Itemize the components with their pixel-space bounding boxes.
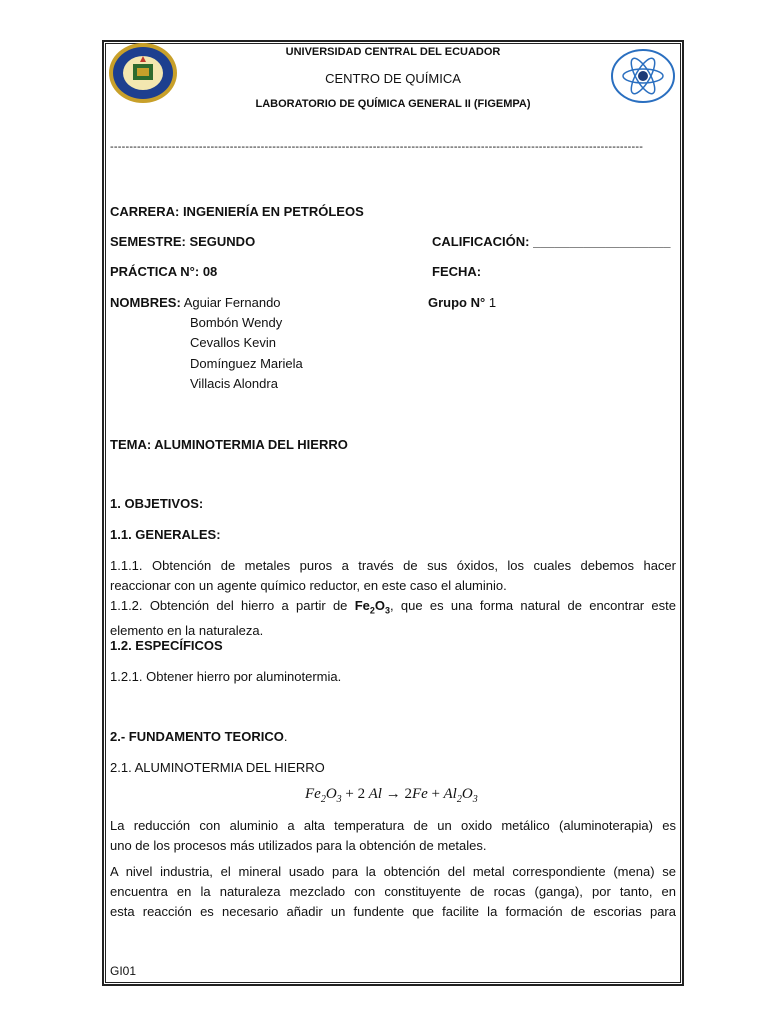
nombres-row [110,295,281,311]
fundamento-paragraph-2: A nivel industria, el mineral usado para la obtención del metal correspondiente (mena) se encuentra en la naturaleza mezclado con constituyente de rocas (ganga), por tanto, en esta reacción es necesario añadir un fundente que facilite la formación de escorias para [110,864,676,919]
carrera-field: CARRERA: INGENIERÍA EN PETRÓLEOS [110,204,364,219]
name-3: Cevallos Kevin [190,335,276,350]
generales-title: 1.1. GENERALES: [110,527,221,542]
objetivo-especifico-1: 1.2.1. Obtener hierro por aluminotermia. [110,669,342,684]
objetivo-general-2 [110,596,676,641]
objetivos-title: 1. OBJETIVOS: [110,496,204,511]
aluminotermia-subtitle: 2.1. ALUMINOTERMIA DEL HIERRO [110,760,325,775]
calificacion-field: CALIFICACIÓN: ___________________ [432,234,671,249]
divider-line: ------------------------------------------------------------------------------------------------------------------------------------------ [110,142,644,152]
grupo-label: Grupo N° [428,295,486,310]
nombres-label: NOMBRES: [110,295,181,310]
name-4: Domínguez Mariela [190,356,303,371]
formula-fe2o3: $Fe_2O_3$ [354,598,391,616]
objetivo-general-2-pre: 1.1.2. Obtención del hierro a partir de [110,598,355,613]
practica-field: PRÁCTICA N°: 08 [110,264,218,279]
objetivo-general-2-line-1 [110,596,676,621]
name-2: Bombón Wendy [190,315,283,330]
objetivo-general-2-line-2: elemento en la naturaleza. [110,622,264,638]
objetivo-general-1-line-2: reaccionar con un agente químico reductor, en este caso el aluminio. [110,578,507,593]
objetivo-general-1-line-1: 1.1.1. Obtención de metales puros a través de sus óxidos, los cuales debemos hacer [110,558,676,573]
lab-name: LABORATORIO DE QUÍMICA GENERAL II (FIGEMPA) [255,98,531,110]
objetivo-general-2-post: , que es una forma natural de encontrar este [390,598,676,613]
grupo-value: 1 [488,295,497,310]
objetivo-general-1 [110,556,676,596]
fecha-field: FECHA: [432,264,482,279]
fundamento-title: 2.- FUNDAMENTO TEORICO. [110,729,288,744]
grupo-field [428,295,496,311]
name-5: Villacis Alondra [190,376,278,391]
especificos-title: 1.2. ESPECÍFICOS [110,638,223,653]
footer-code: GI01 [110,964,137,978]
name-1: Aguiar Fernando [183,295,281,310]
semestre-field: SEMESTRE: SEGUNDO [110,234,256,249]
tema-title: TEMA: ALUMINOTERMIA DEL HIERRO [110,437,348,452]
university-name: UNIVERSIDAD CENTRAL DEL ECUADOR [285,46,501,58]
center-name: CENTRO DE QUÍMICA [325,71,461,86]
chemical-equation: $Fe_2O_3 + 2$ $Al \to 2Fe + Al_2O_3$ [305,786,478,805]
fundamento-paragraph-1: La reducción con aluminio a alta temperatura de un oxido metálico (aluminoterapia) es uno de los procesos más utilizados para la obtención de metales. [110,818,676,853]
